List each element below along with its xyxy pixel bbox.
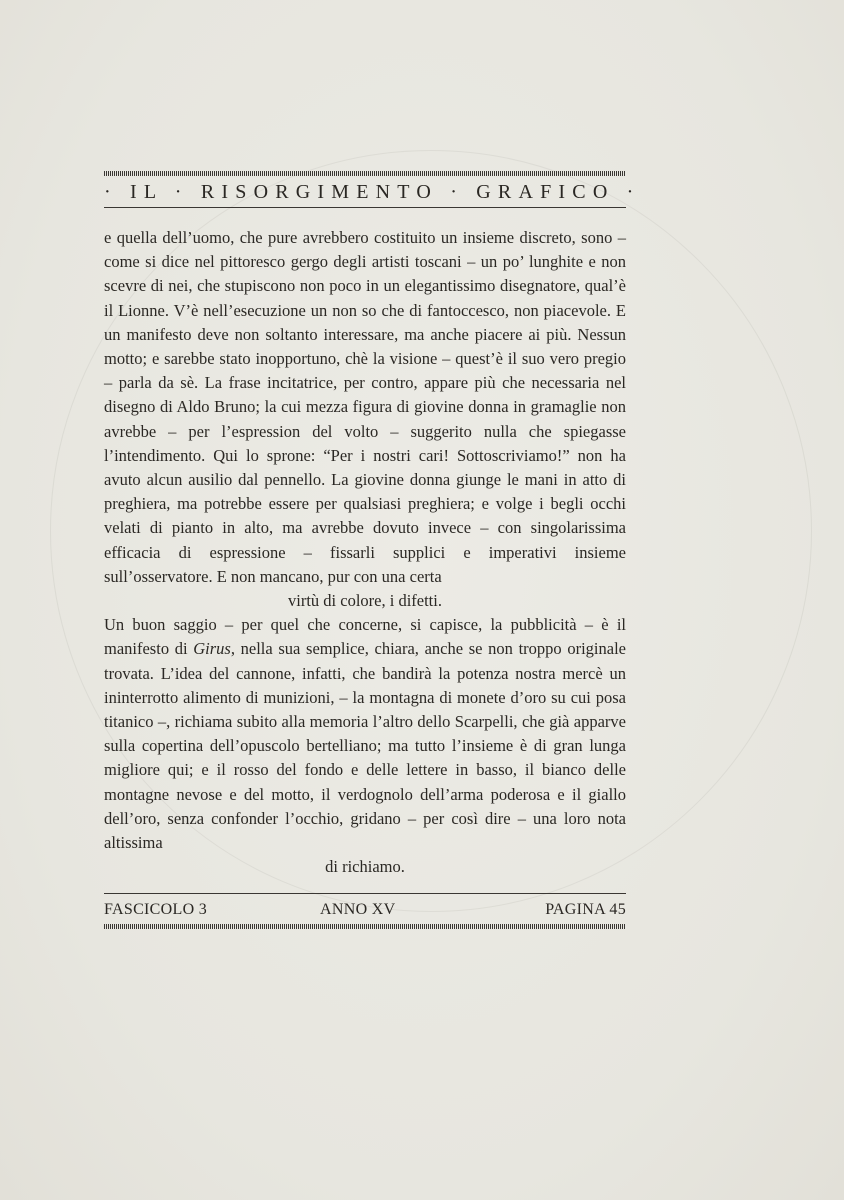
paragraph-2-italic: Girus xyxy=(193,639,231,659)
top-dotted-rule xyxy=(104,171,626,176)
paragraph-1: e quella dell’uomo, che pure avrebbero costituito un insieme discreto, sono – come si dice nel pittoresco gergo degli artisti toscani – un po’ lunghite e non scevre di nei, che stupiscono non poco in un elegantissimo disegnatore, qual’è il Lionne. V’è nell’esecuzione un non so che di fantoccesco, non piacevole. E un manifesto deve non soltanto interessare, ma anche piacere ai più. Nessun motto; e sarebbe stato inopportuno, chè la visione – quest’è il suo vero pregio – parla da sè. La frase incitatrice, per contro, appare più che necessaria nel disegno di Aldo Bruno; la cui mezza figura di giovine donna in gramaglie non avrebbe – per l’espression del volto – suggerito nulla che spiegasse l’intendimento. Qui lo sprone: “Per i nostri cari! Sottoscriviamo!” non ha avuto alcun ausilio dal pennello. La giovine donna giunge le mani in atto di preghiera, ma potrebbe essere per qualsiasi preghiera; e volge i begli occhi velati di pianto in alto, ma avrebbe dovuto invece – con singolarissima efficacia di espressione – fissarli supplici e imperativi insieme sull’osservatore. E non mancano, pur con una certa xyxy=(104,228,626,586)
body-text xyxy=(104,226,626,879)
paragraph-2-rest: , nella sua semplice, chiara, anche se non troppo originale trovata. L’idea del cannone, infatti, che bandirà la potenza nostra mercè un ininterrotto alimento di munizioni, – la montagna di monete d’oro su cui posa titanico –, richiama subito alla memoria l’altro dello Scarpelli, che già apparve sulla copertina dell’opuscolo bertelliano; ma tutto l’insieme è di gran lunga migliore qui; e il rosso del fondo e delle lettere in basso, il bianco delle montagne nevose e del motto, il verdognolo dell’arma poderosa e il giallo dell’oro, senza confonder l’occhio, gridano – per così dire – una loro nota altissima xyxy=(104,639,626,853)
fascicolo-label: FASCICOLO 3 xyxy=(104,901,208,918)
footer-rule xyxy=(104,893,626,894)
header-rule xyxy=(104,207,626,208)
running-title: · IL · RISORGIMENTO · GRAFICO · xyxy=(104,181,641,203)
paragraph-2-end: di richiamo. xyxy=(325,857,405,877)
anno-label: ANNO XV xyxy=(320,901,396,918)
bottom-dotted-rule xyxy=(104,924,626,929)
paragraph-2-start: Un buon saggio – per quel che concerne, si capisce, la pubblicità – è il manifesto di xyxy=(104,615,626,659)
paragraph-1-end: virtù di colore, i difetti. xyxy=(288,591,442,611)
pagina-label: PAGINA 45 xyxy=(545,901,626,918)
paragraph-2 xyxy=(104,613,626,855)
